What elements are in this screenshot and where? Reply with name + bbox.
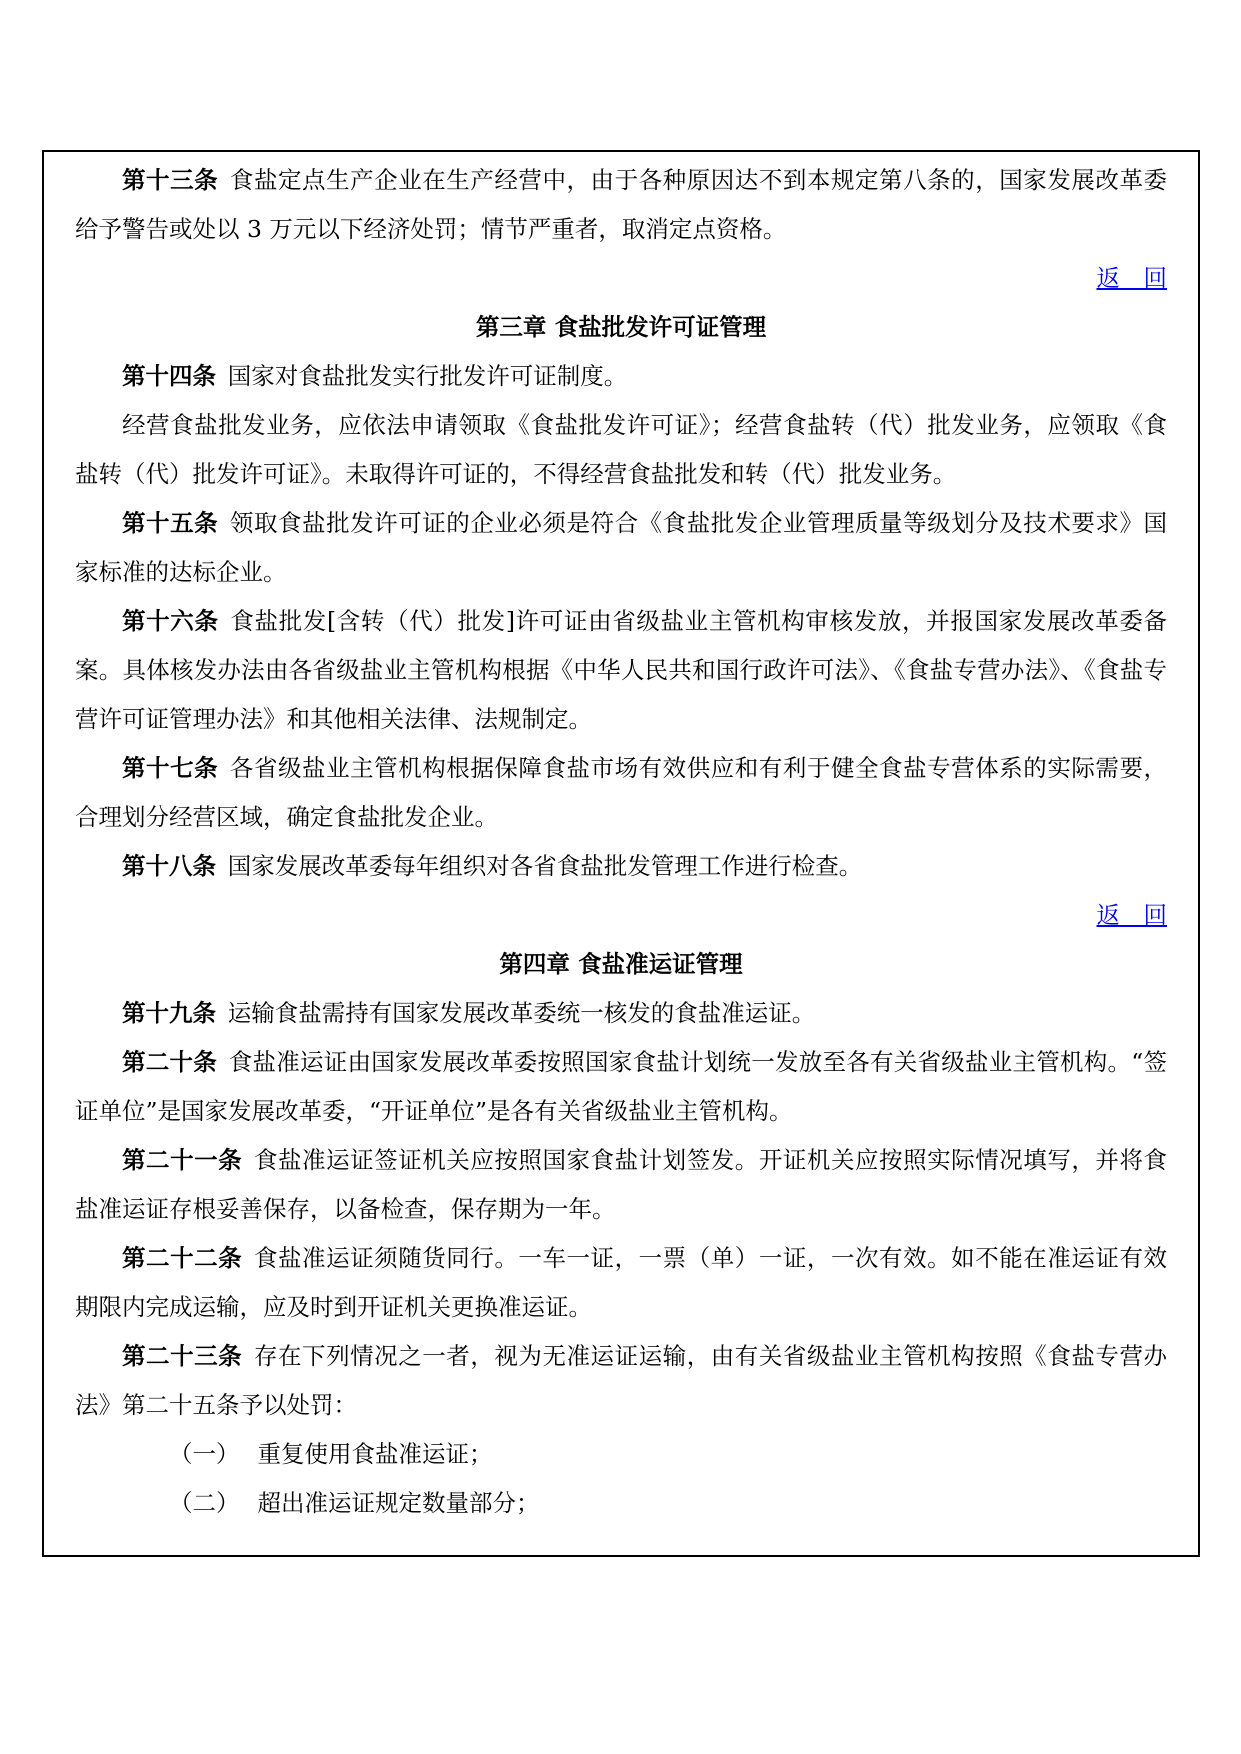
article-text: 国家对食盐批发实行批发许可证制度。 (227, 362, 628, 390)
article-paragraph (75, 1136, 1167, 1234)
article-text: 国家发展改革委每年组织对各省食盐批发管理工作进行检查。 (227, 852, 863, 880)
back-link[interactable]: 返 回 (1096, 264, 1167, 292)
article-number: 第十六条 (122, 607, 219, 635)
article-paragraph (75, 352, 1167, 401)
article-paragraph (75, 1332, 1167, 1430)
sub-item-text: 重复使用食盐准运证； (257, 1440, 493, 1468)
article-text: 存在下列情况之一者，视为无准运证运输，由有关省级盐业主管机构按照《食盐专营办法》第二十五条予以处罚： (75, 1342, 1168, 1419)
document-body (75, 156, 1167, 1528)
article-text: 食盐准运证由国家发展改革委按照国家食盐计划统一发放至各有关省级盐业主管机构。“签证单位”是国家发展改革委，“开证单位”是各有关省级盐业主管机构。 (75, 1048, 1167, 1125)
body-paragraph: 经营食盐批发业务，应依法申请领取《食盐批发许可证》；经营食盐转（代）批发业务，应领取《食盐转（代）批发许可证》。未取得许可证的，不得经营食盐批发和转（代）批发业务。 (75, 411, 1167, 488)
article-number: 第二十一条 (122, 1146, 243, 1174)
article-text: 食盐准运证签证机关应按照国家食盐计划签发。开证机关应按照实际情况填写，并将食盐准运证存根妥善保存，以备检查，保存期为一年。 (75, 1146, 1168, 1223)
article-paragraph (75, 156, 1167, 254)
back-link[interactable]: 返 回 (1096, 901, 1167, 929)
article-paragraph (75, 744, 1167, 842)
sub-item (75, 1430, 1167, 1479)
article-number: 第二十三条 (122, 1342, 243, 1370)
sub-item-number: （二） (169, 1489, 240, 1517)
article-number: 第二十条 (122, 1048, 217, 1076)
article-number: 第十三条 (122, 166, 219, 194)
article-paragraph (75, 1038, 1167, 1136)
article-paragraph (75, 989, 1167, 1038)
article-text: 各省级盐业主管机构根据保障食盐市场有效供应和有利于健全食盐专营体系的实际需要，合理划分经营区域，确定食盐批发企业。 (75, 754, 1168, 831)
article-number: 第十九条 (122, 999, 216, 1027)
sub-item-number: （一） (169, 1440, 240, 1468)
article-text: 食盐定点生产企业在生产经营中，由于各种原因达不到本规定第八条的，国家发展改革委给予警告或处以 3 万元以下经济处罚；情节严重者，取消定点资格。 (75, 166, 1168, 243)
sub-item (75, 1479, 1167, 1528)
document-frame (42, 150, 1200, 1557)
chapter-heading: 第三章 食盐批发许可证管理 (475, 313, 767, 341)
back-link-row (75, 254, 1167, 303)
article-number: 第十四条 (122, 362, 216, 390)
article-paragraph (75, 1234, 1167, 1332)
article-text: 食盐批发[含转（代）批发]许可证由省级盐业主管机构审核发放，并报国家发展改革委备案。具体核发办法由各省级盐业主管机构根据《中华人民共和国行政许可法》、《食盐专营办法》、《食盐专营许可证管理办法》和其他相关法律、法规制定。 (75, 607, 1168, 733)
article-paragraph (75, 842, 1167, 891)
article-number: 第十八条 (122, 852, 216, 880)
sub-item-text: 超出准运证规定数量部分； (257, 1489, 540, 1517)
article-text: 食盐准运证须随货同行。一车一证，一票（单）一证，一次有效。如不能在准运证有效期限内完成运输，应及时到开证机关更换准运证。 (75, 1244, 1168, 1321)
article-paragraph (75, 499, 1167, 597)
article-paragraph (75, 597, 1167, 744)
article-number: 第十七条 (122, 754, 219, 782)
chapter-heading: 第四章 食盐准运证管理 (499, 950, 743, 978)
article-text: 运输食盐需持有国家发展改革委统一核发的食盐准运证。 (227, 999, 816, 1027)
back-link-row (75, 891, 1167, 940)
article-number: 第十五条 (122, 509, 219, 537)
article-text: 领取食盐批发许可证的企业必须是符合《食盐批发企业管理质量等级划分及技术要求》国家标准的达标企业。 (75, 509, 1168, 586)
article-number: 第二十二条 (122, 1244, 243, 1272)
